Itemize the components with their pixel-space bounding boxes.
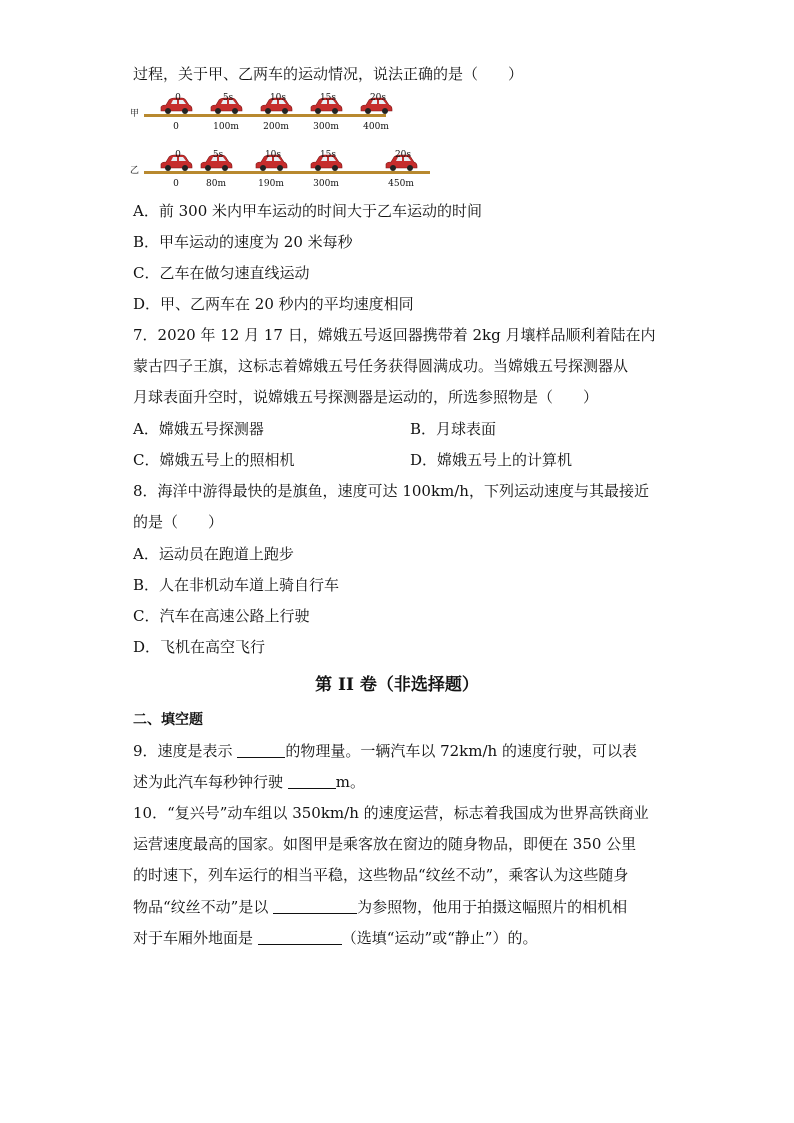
yi-distance-label: 300m [313, 179, 339, 189]
yi-time-label: 20s [394, 150, 412, 160]
jia-distance-label: 400m [363, 122, 389, 132]
q9-text-1: 9．速度是表示 [133, 742, 238, 760]
yi-distance-label: 0 [173, 179, 179, 189]
car-wheel [182, 108, 188, 114]
yi-distance-label: 80m [206, 179, 226, 189]
car-wheel [260, 165, 266, 171]
q7-line2: 蒙古四子王旗，这标志着嫦娥五号任务获得圆满成功。当嫦娥五号探测器从 [133, 357, 629, 375]
q10-line1: 10．“复兴号”动车组以 350km/h 的速度运营，标志着我国成为世界高铁商业 [133, 804, 649, 822]
q6-option-a: A．前 300 米内甲车运动的时间大于乙车运动的时间 [133, 202, 483, 220]
yi-row [130, 150, 430, 189]
car-wheel [332, 108, 338, 114]
jia-distance-label: 300m [313, 122, 339, 132]
jia-distance-label: 0 [173, 122, 179, 132]
jia-distance-label: 200m [263, 122, 289, 132]
q10-text-2: 为参照物，他用于拍摄这幅照片的相机相 [357, 898, 628, 916]
car-wheel [265, 108, 271, 114]
q6-stem: 过程，关于甲、乙两车的运动情况，说法正确的是（ ） [133, 65, 524, 83]
car-wheel [407, 165, 413, 171]
q6-option-b: B．甲车运动的速度为 20 米每秒 [133, 233, 353, 251]
yi-time-label: 5s [212, 150, 224, 160]
car-wheel [282, 108, 288, 114]
motion-diagram [128, 93, 448, 195]
section-title: 第 II 卷（非选择题） [315, 675, 479, 695]
jia-row [130, 93, 392, 132]
car-wheel [277, 165, 283, 171]
jia-time-label: 20s [369, 93, 387, 103]
yi-time-label: 0 [175, 150, 181, 160]
section-heading: 二、填空题 [133, 712, 203, 728]
car-wheel [315, 108, 321, 114]
q10-text-4: （选填“运动”或“静止”）的。 [341, 929, 538, 947]
q10-line2: 运营速度最高的国家。如图甲是乘客放在窗边的随身物品，即便在 350 公里 [133, 835, 637, 853]
yi-distance-label: 190m [258, 179, 284, 189]
q10-line5 [133, 927, 537, 949]
q10-text-1: 物品“纹丝不动”是以 [133, 898, 274, 916]
q9-text-3: 述为此汽车每秒钟行驶 [133, 773, 288, 791]
car-wheel [365, 108, 371, 114]
q9-line2 [133, 771, 365, 793]
yi-distance-label: 450m [388, 179, 414, 189]
car-wheel [205, 165, 211, 171]
q7-option-c: C．嫦娥五号上的照相机 [133, 451, 295, 469]
q8-line2: 的是（ ） [133, 513, 224, 531]
car-wheel [390, 165, 396, 171]
car-wheel [232, 108, 238, 114]
q7-option-b: B．月球表面 [410, 420, 497, 438]
q9-text-4: m。 [335, 773, 366, 791]
car-wheel [215, 108, 221, 114]
car-wheel [222, 165, 228, 171]
yi-track [144, 171, 430, 174]
q10-blank-2[interactable] [258, 928, 342, 945]
q10-line3: 的时速下，列车运行的相当平稳，这些物品“纹丝不动”，乘客认为这些随身 [133, 866, 629, 884]
jia-distance-label: 100m [213, 122, 239, 132]
jia-time-label: 10s [269, 93, 287, 103]
car-wheel [382, 108, 388, 114]
jia-time-label: 15s [319, 93, 337, 103]
car-wheel [332, 165, 338, 171]
q8-option-a: A．运动员在跑道上跑步 [133, 545, 294, 563]
q10-line4 [133, 896, 627, 918]
q8-line1: 8．海洋中游得最快的是旗鱼，速度可达 100km/h，下列运动速度与其最接近 [133, 482, 649, 500]
yi-label: 乙 [130, 166, 140, 176]
q9-text-2: 的物理量。一辆汽车以 72km/h 的速度行驶，可以表 [285, 742, 637, 760]
car-wheel [315, 165, 321, 171]
q6-option-c: C．乙车在做匀速直线运动 [133, 264, 310, 282]
q7-line1: 7．2020 年 12 月 17 日，嫦娥五号返回器携带着 2kg 月壤样品顺利着陆在内 [133, 326, 656, 344]
jia-label: 甲 [130, 109, 140, 119]
q9-blank-2[interactable] [288, 772, 336, 789]
q7-line3: 月球表面升空时，说嫦娥五号探测器是运动的，所选参照物是（ ） [133, 388, 599, 406]
q7-option-d: D．嫦娥五号上的计算机 [410, 451, 573, 469]
car-wheel [165, 165, 171, 171]
q9-line1 [133, 740, 637, 762]
jia-time-label: 0 [175, 93, 181, 103]
yi-time-label: 15s [319, 150, 337, 160]
q10-blank-1[interactable] [273, 897, 357, 914]
q10-text-3: 对于车厢外地面是 [133, 929, 258, 947]
q8-option-d: D．飞机在高空飞行 [133, 638, 266, 656]
jia-time-label: 5s [222, 93, 234, 103]
yi-time-label: 10s [264, 150, 282, 160]
jia-track [144, 114, 386, 117]
q7-option-a: A．嫦娥五号探测器 [133, 420, 264, 438]
q8-option-b: B．人在非机动车道上骑自行车 [133, 576, 340, 594]
q6-option-d: D．甲、乙两车在 20 秒内的平均速度相同 [133, 295, 414, 313]
q9-blank-1[interactable] [237, 741, 285, 758]
car-wheel [165, 108, 171, 114]
car-wheel [182, 165, 188, 171]
q8-option-c: C．汽车在高速公路上行驶 [133, 607, 310, 625]
